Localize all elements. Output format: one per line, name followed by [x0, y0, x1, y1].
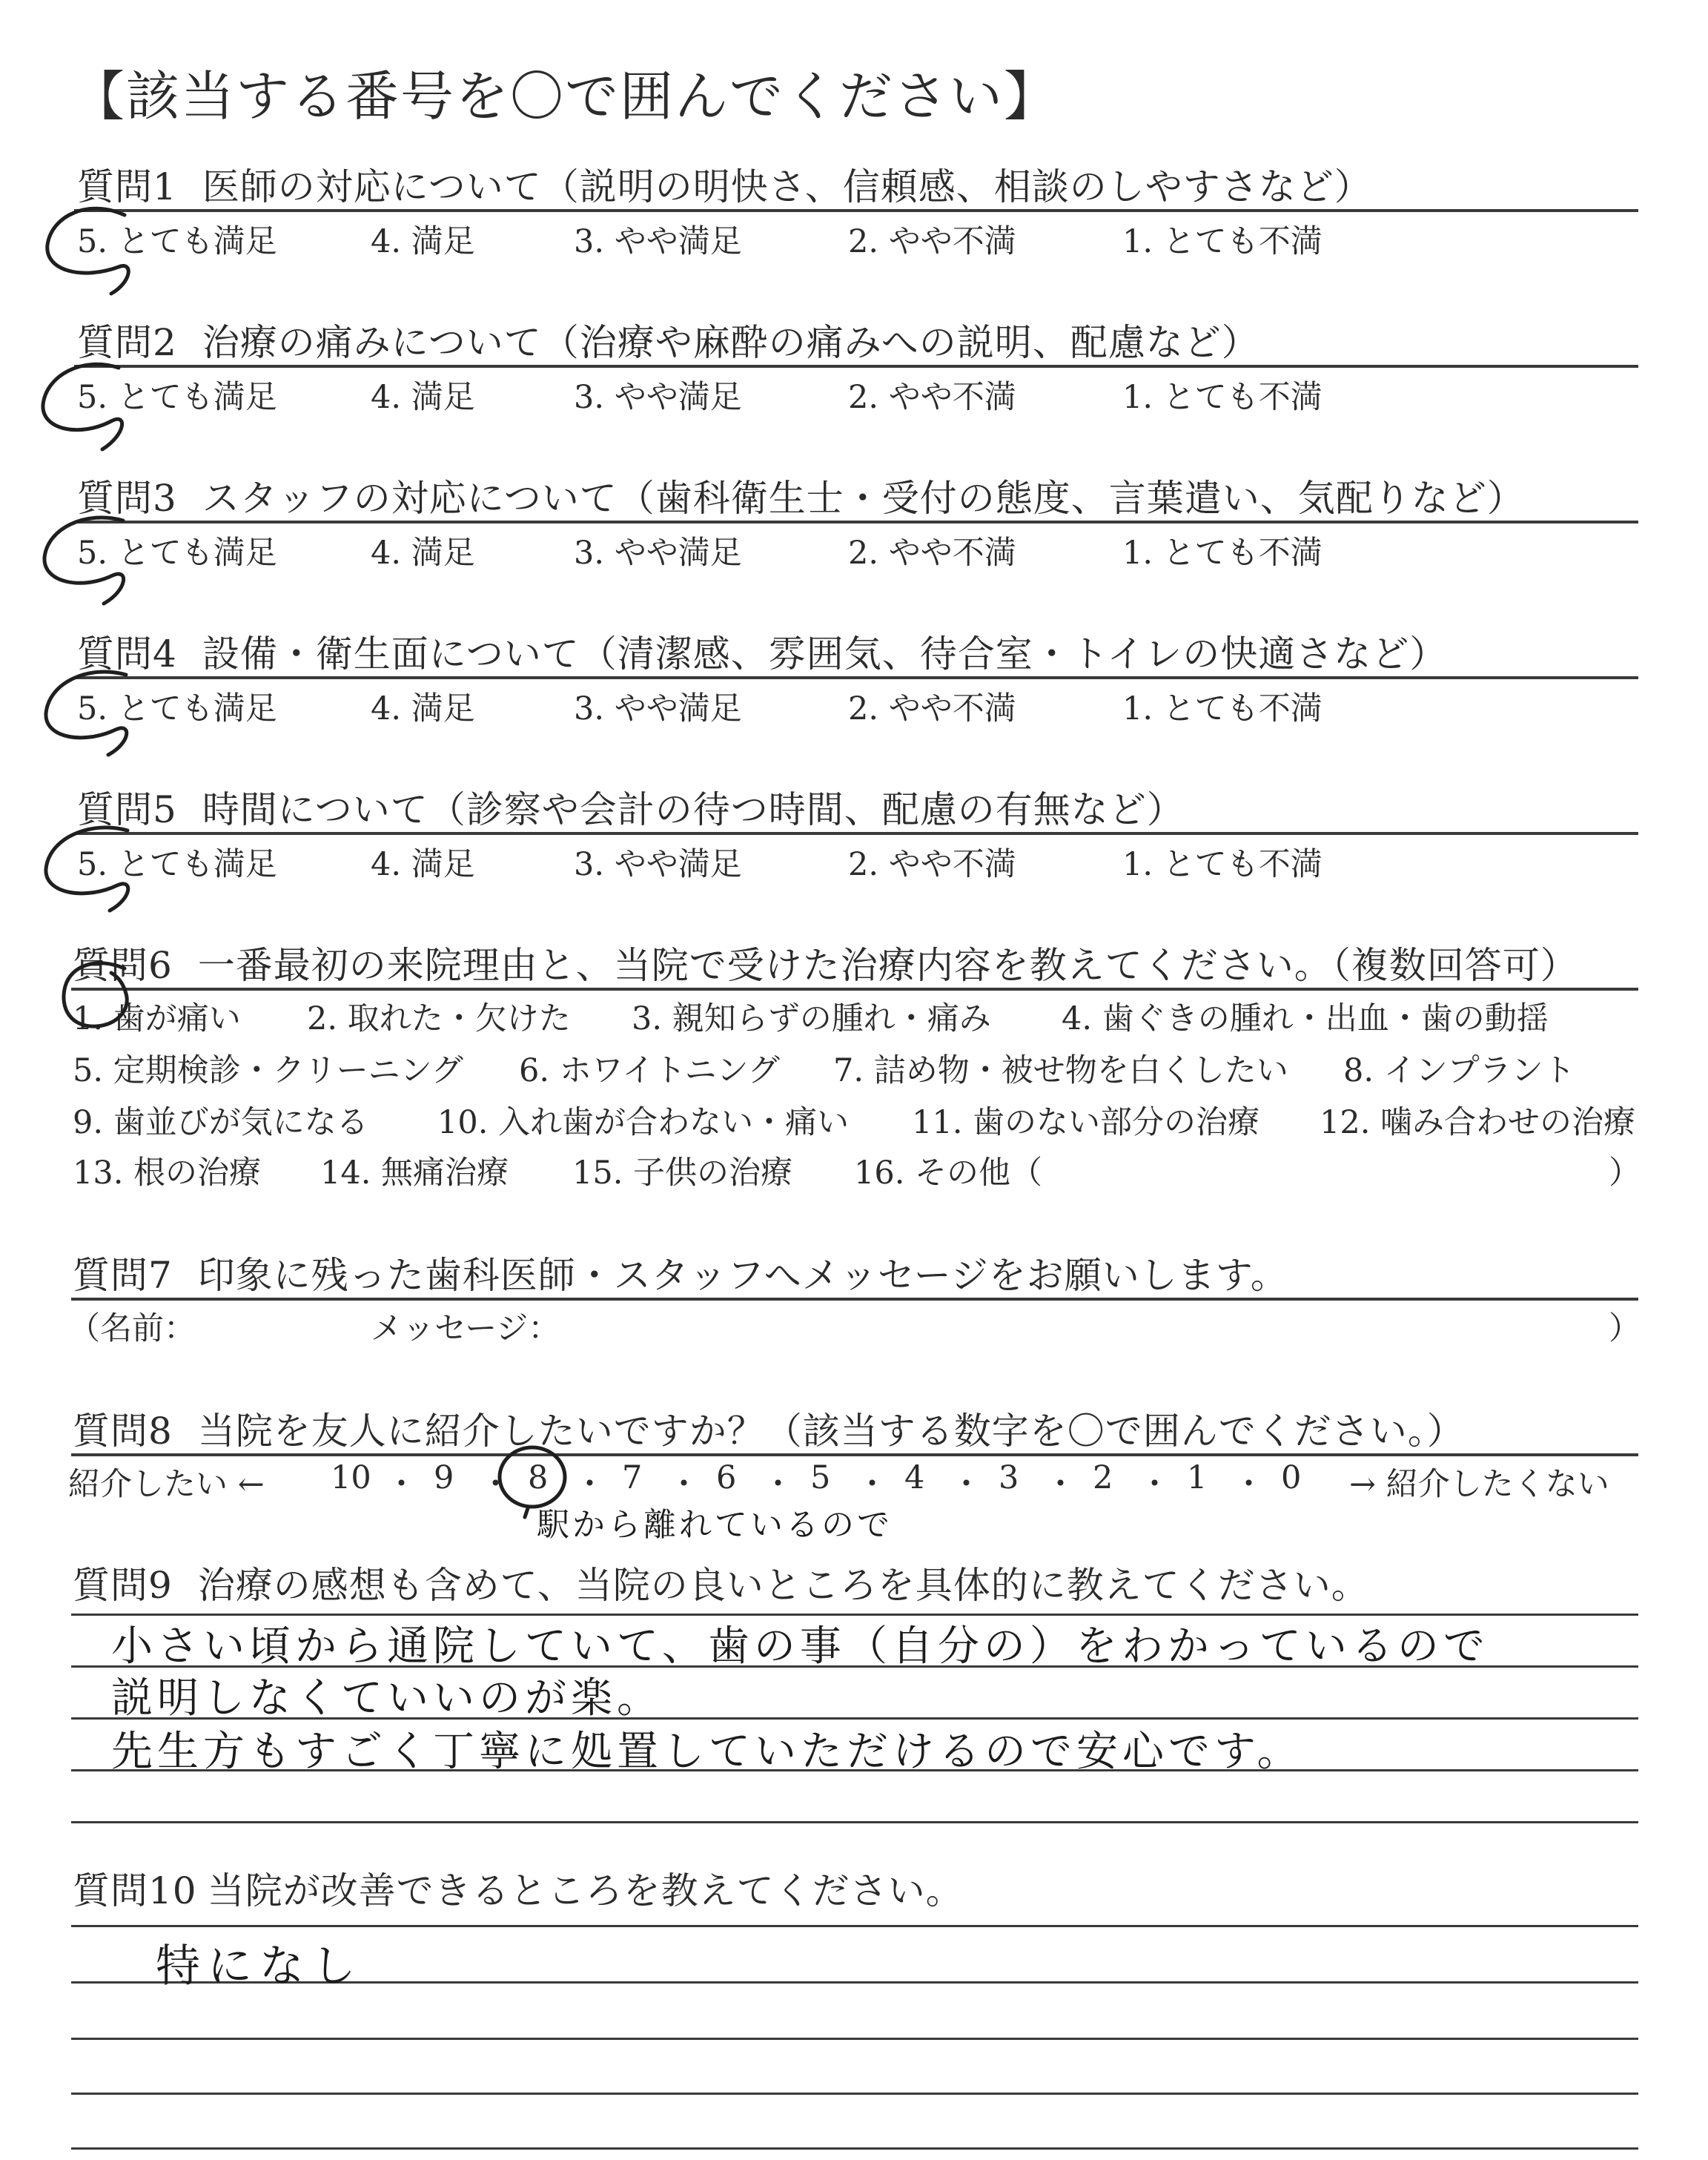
- q8-scale-separator: ・: [1045, 1466, 1076, 1503]
- q8-scale-separator: ・: [1139, 1466, 1171, 1503]
- q6-option-9[interactable]: 9. 歯並びが気になる: [73, 1104, 368, 1141]
- q5-label: 質問5: [77, 788, 177, 831]
- q6-option-14[interactable]: 14. 無痛治療: [320, 1155, 509, 1192]
- q2-rule: [74, 365, 1638, 368]
- q8-scale-separator: ・: [480, 1466, 512, 1503]
- q2-option-2[interactable]: 2. やや不満: [848, 379, 1016, 416]
- q8-text: 当院を友人に紹介したいですか？（該当する数字を〇で囲んでください。）: [197, 1410, 1465, 1453]
- q10-line-1: [71, 1925, 1638, 1927]
- q6-option-12[interactable]: 12. 噛み合わせの治療: [1320, 1104, 1636, 1141]
- q1-option-1[interactable]: 1. とても不満: [1122, 223, 1323, 260]
- q2-option-1[interactable]: 1. とても不満: [1122, 379, 1323, 416]
- q8-right-label: → 紹介したくない: [1349, 1466, 1609, 1503]
- q3-option-1[interactable]: 1. とても不満: [1122, 535, 1323, 572]
- q8-scale-separator: ・: [1233, 1466, 1265, 1503]
- q3-text: スタッフの対応について（歯科衛生士・受付の態度、言葉遣い、気配りなど）: [202, 477, 1525, 520]
- q6-heading: [73, 936, 1578, 989]
- q7-label: 質問7: [73, 1254, 173, 1297]
- q8-scale-3[interactable]: 3: [999, 1459, 1019, 1496]
- q8-scale-0[interactable]: 0: [1281, 1459, 1302, 1496]
- q8-note-tick: [525, 1508, 528, 1517]
- q6-option-6[interactable]: 6. ホワイトニング: [519, 1052, 780, 1089]
- q1-option-3[interactable]: 3. やや満足: [574, 223, 742, 260]
- q1-option-4[interactable]: 4. 満足: [371, 223, 475, 260]
- q5-heading: [77, 780, 1185, 833]
- q10-label: 質問10: [73, 1869, 197, 1912]
- q8-scale-separator: ・: [385, 1466, 417, 1503]
- q7-text: 印象に残った歯科医師・スタッフへメッセージをお願いします。: [197, 1254, 1288, 1297]
- q3-heading: [77, 469, 1525, 522]
- page-title: 【該当する番号を〇で囲んでください】: [71, 65, 1059, 128]
- q10-line-3: [71, 2038, 1638, 2040]
- q8-scale-separator: ・: [762, 1466, 794, 1503]
- q6-option-8[interactable]: 8. インプラント: [1343, 1052, 1575, 1089]
- q10-text: 当院が改善できるところを教えてください。: [207, 1869, 964, 1912]
- q6-option-2[interactable]: 2. 取れた・欠けた: [307, 1000, 571, 1037]
- q4-text: 設備・衛生面について（清潔感、雰囲気、待合室・トイレの快適さなど）: [202, 633, 1448, 676]
- q10-line-5: [71, 2147, 1638, 2150]
- q6-option-7[interactable]: 7. 詰め物・被せ物を白くしたい: [833, 1052, 1288, 1089]
- q4-option-2[interactable]: 2. やや不満: [848, 690, 1016, 727]
- q2-heading: [77, 313, 1260, 366]
- q3-option-5[interactable]: 5. とても満足: [77, 535, 277, 572]
- q3-label: 質問3: [77, 477, 177, 520]
- q7-rule: [71, 1298, 1638, 1301]
- q6-option-4[interactable]: 4. 歯ぐきの腫れ・出血・歯の動揺: [1062, 1000, 1549, 1037]
- q2-option-5[interactable]: 5. とても満足: [77, 379, 277, 416]
- q8-scale-2[interactable]: 2: [1093, 1459, 1113, 1496]
- q2-option-3[interactable]: 3. やや満足: [574, 379, 742, 416]
- q5-rule: [74, 832, 1638, 835]
- q7-message-label: メッセージ：: [371, 1310, 560, 1347]
- q5-text: 時間について（診察や会計の待つ時間、配慮の有無など）: [202, 788, 1185, 831]
- q8-scale-separator: ・: [668, 1466, 700, 1503]
- q8-handwritten-note: 駅から離れているので: [537, 1506, 893, 1544]
- q8-scale-4[interactable]: 4: [904, 1459, 925, 1496]
- q9-line-5: [71, 1821, 1638, 1823]
- q2-label: 質問2: [77, 321, 177, 364]
- q6-other-close-paren: ）: [1609, 1155, 1641, 1192]
- q3-option-4[interactable]: 4. 満足: [371, 535, 475, 572]
- q8-scale-5[interactable]: 5: [810, 1459, 831, 1496]
- q9-text: 治療の感想も含めて、当院の良いところを具体的に教えてください。: [197, 1564, 1369, 1607]
- q6-option-3[interactable]: 3. 親知らずの腫れ・痛み: [632, 1000, 991, 1037]
- q5-option-2[interactable]: 2. やや不満: [848, 846, 1016, 883]
- q1-option-2[interactable]: 2. やや不満: [848, 223, 1016, 260]
- q5-option-1[interactable]: 1. とても不満: [1122, 846, 1323, 883]
- q3-option-3[interactable]: 3. やや満足: [574, 535, 742, 572]
- q4-option-5[interactable]: 5. とても満足: [77, 690, 277, 727]
- q7-name-label: （名前：: [68, 1310, 196, 1347]
- q1-text: 医師の対応について（説明の明快さ、信頼感、相談のしやすさなど）: [202, 165, 1372, 208]
- q8-scale-6[interactable]: 6: [716, 1459, 737, 1496]
- q6-text: 一番最初の来院理由と、当院で受けた治療内容を教えてください。（複数回答可）: [197, 944, 1578, 987]
- q6-option-1[interactable]: 1. 歯が痛い: [73, 1000, 241, 1037]
- q4-label: 質問4: [77, 633, 177, 676]
- q10-answer-line-1: 特になし: [156, 1941, 363, 1992]
- q10-heading: [73, 1861, 964, 1915]
- q8-scale-8[interactable]: 8: [528, 1459, 549, 1496]
- q7-close-paren: ）: [1609, 1310, 1641, 1347]
- q9-answer-line-2: 説明しなくていいのが楽。: [111, 1674, 663, 1723]
- q8-scale-1[interactable]: 1: [1187, 1459, 1208, 1496]
- q8-scale-10[interactable]: 10: [331, 1459, 371, 1496]
- q9-heading: [73, 1556, 1369, 1609]
- q4-option-3[interactable]: 3. やや満足: [574, 690, 742, 727]
- q9-answer-line-1: 小さい頃から通院していて、歯の事（自分の）をわかっているので: [111, 1622, 1489, 1671]
- q1-option-5[interactable]: 5. とても満足: [77, 223, 277, 260]
- q6-option-16[interactable]: 16. その他（: [854, 1155, 1043, 1192]
- q10-line-4: [71, 2093, 1638, 2095]
- q8-scale-7[interactable]: 7: [622, 1459, 643, 1496]
- q9-label: 質問9: [73, 1564, 173, 1607]
- q8-left-label: 紹介したい ←: [68, 1466, 265, 1503]
- q4-option-4[interactable]: 4. 満足: [371, 690, 475, 727]
- q8-rule: [71, 1453, 1638, 1456]
- q6-option-10[interactable]: 10. 入れ歯が合わない・痛い: [437, 1104, 850, 1141]
- q8-scale-separator: ・: [574, 1466, 606, 1503]
- q6-option-11[interactable]: 11. 歯のない部分の治療: [912, 1104, 1260, 1141]
- q4-heading: [77, 624, 1447, 678]
- q8-scale-9[interactable]: 9: [434, 1459, 454, 1496]
- q1-heading: [77, 157, 1372, 211]
- q8-heading: [73, 1401, 1465, 1455]
- q5-option-3[interactable]: 3. やや満足: [574, 846, 742, 883]
- q6-rule: [71, 988, 1638, 991]
- q9-answer-line-3: 先生方もすごく丁寧に処置していただけるので安心です。: [111, 1728, 1303, 1776]
- q5-option-4[interactable]: 4. 満足: [371, 846, 475, 883]
- q8-scale-separator: ・: [950, 1466, 982, 1503]
- q6-option-13[interactable]: 13. 根の治療: [73, 1155, 262, 1192]
- q8-label: 質問8: [73, 1410, 173, 1453]
- q8-scale-separator: ・: [856, 1466, 888, 1503]
- q3-option-2[interactable]: 2. やや不満: [848, 535, 1016, 572]
- q4-rule: [74, 676, 1638, 679]
- q6-option-5[interactable]: 5. 定期検診・クリーニング: [73, 1052, 463, 1089]
- q3-rule: [74, 521, 1638, 524]
- q2-option-4[interactable]: 4. 満足: [371, 379, 475, 416]
- q5-option-5[interactable]: 5. とても満足: [77, 846, 277, 883]
- q6-label: 質問6: [73, 944, 173, 987]
- q4-option-1[interactable]: 1. とても不満: [1122, 690, 1323, 727]
- q6-option-15[interactable]: 15. 子供の治療: [572, 1155, 793, 1192]
- q2-text: 治療の痛みについて（治療や麻酔の痛みへの説明、配慮など）: [202, 321, 1260, 364]
- q1-label: 質問1: [77, 165, 177, 208]
- q1-rule: [74, 209, 1638, 212]
- q7-heading: [73, 1246, 1288, 1299]
